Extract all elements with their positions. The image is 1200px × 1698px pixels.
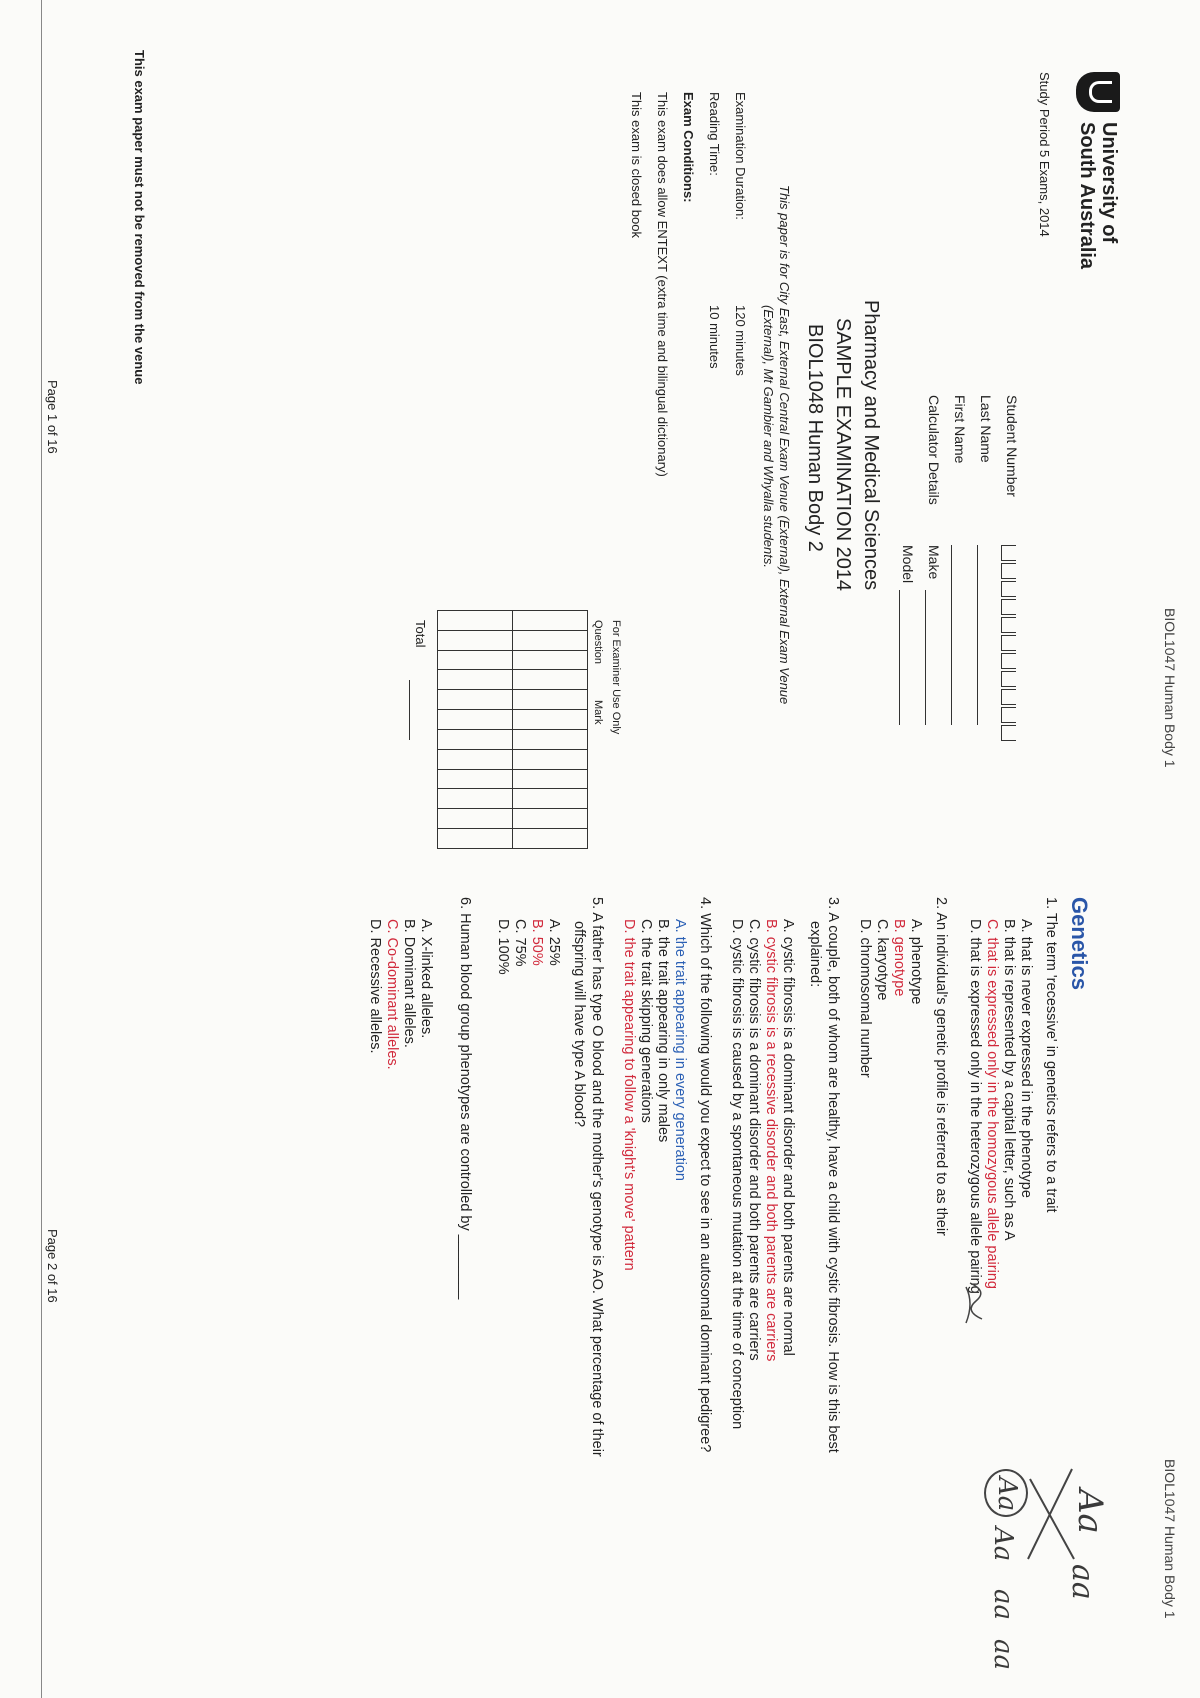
last-name-label: Last Name <box>978 395 994 463</box>
question-5-continued: offspring will have type A blood? <box>571 921 587 1128</box>
student-number-label: Student Number <box>1004 395 1020 497</box>
total-label: Total <box>413 620 428 648</box>
table-cell[interactable] <box>513 829 588 849</box>
handwriting-note: Aa <box>992 1477 1022 1512</box>
table-cell[interactable] <box>438 729 513 749</box>
question-1: 1. The term 'recessive' in genetics refers to a trait <box>1043 897 1059 1213</box>
table-cell[interactable] <box>438 829 513 849</box>
handwritten-scribble <box>962 1279 992 1329</box>
handwritten-cross <box>1020 1459 1080 1579</box>
make-field[interactable] <box>925 590 926 725</box>
first-name-field[interactable] <box>951 545 952 725</box>
table-cell[interactable] <box>438 789 513 809</box>
question-5: 5. A father has type O blood and the mother's genotype is AO. What percentage of their <box>589 897 605 1457</box>
duration-label: Examination Duration: <box>733 92 748 220</box>
q5-option-b[interactable]: B. 50% <box>529 919 545 966</box>
q3-option-c[interactable]: C. cystic fibrosis is a dominant disorder and both parents are carriers <box>746 919 762 1361</box>
university-name-line1: University of <box>1098 122 1120 244</box>
table-cell[interactable] <box>438 769 513 789</box>
question-column-header: Question <box>592 620 604 665</box>
scan-margin-line <box>41 0 42 1698</box>
q4-option-a[interactable]: A. the trait appearing in every generation <box>672 919 688 1181</box>
condition-closed-book: This exam is closed book <box>629 92 644 238</box>
q2-option-b[interactable]: B. genotype <box>891 919 907 997</box>
question-3: 3. A couple, both of whom are healthy, have a child with cystic fibrosis. How is this best <box>825 897 841 1453</box>
table-cell[interactable] <box>438 650 513 670</box>
handwriting-note: aa <box>988 1639 1018 1671</box>
table-cell[interactable] <box>438 809 513 829</box>
university-name-line2: South Australia <box>1076 122 1098 270</box>
handwriting-note: Aa <box>1070 1489 1110 1534</box>
q6-option-c[interactable]: C. Co-dominant alleles. <box>384 919 400 1070</box>
conditions-label: Exam Conditions: <box>681 92 696 203</box>
table-cell[interactable] <box>513 690 588 710</box>
q1-option-d[interactable]: D. that is expressed only in the heterozygous allele pairing <box>967 919 983 1294</box>
q6-option-b[interactable]: B. Dominant alleles. <box>401 919 417 1048</box>
reading-time-label: Reading Time: <box>707 92 722 176</box>
q4-option-d[interactable]: D. the trait appearing to follow a 'knight's move' pattern <box>621 919 637 1271</box>
section-title: Genetics <box>1067 897 1092 990</box>
table-cell[interactable] <box>513 729 588 749</box>
question-6: 6. Human blood group phenotypes are controlled by ________ <box>457 897 473 1300</box>
page1-footer: Page 1 of 16 <box>45 380 60 454</box>
model-label: Model <box>900 545 916 584</box>
model-field[interactable] <box>899 590 900 725</box>
exam-title: SAMPLE EXAMINATION 2014 <box>832 318 854 592</box>
venue-note-line2: (External), Mt Gambier and Whyalla students. <box>761 305 776 568</box>
table-cell[interactable] <box>513 749 588 769</box>
q6-option-d[interactable]: D. Recessive alleles. <box>367 919 383 1054</box>
table-cell[interactable] <box>438 670 513 690</box>
condition-entext: This exam does allow ENTEXT (extra time and bilingual dictionary) <box>655 92 670 477</box>
q6-option-a[interactable]: A. X-linked alleles. <box>418 919 434 1039</box>
q3-option-b[interactable]: B. cystic fibrosis is a recessive disorder and both parents are carriers <box>763 919 779 1362</box>
student-number-boxes[interactable] <box>1001 545 1016 743</box>
table-cell[interactable] <box>513 650 588 670</box>
table-cell[interactable] <box>513 809 588 829</box>
division-title: Pharmacy and Medical Sciences <box>860 300 882 591</box>
q2-option-c[interactable]: C. karyotype <box>874 919 890 1001</box>
page2-header: BIOL1047 Human Body 1 <box>1162 1459 1178 1619</box>
q4-option-b[interactable]: B. the trait appearing in only males <box>655 919 671 1143</box>
table-cell[interactable] <box>513 630 588 650</box>
q1-option-c[interactable]: C. that is expressed only in the homozygous allele pairing <box>984 919 1000 1289</box>
reading-time-value: 10 minutes <box>707 305 722 369</box>
examiner-marks-table <box>437 610 588 849</box>
table-cell[interactable] <box>513 670 588 690</box>
question-3-continued: explained: <box>807 921 823 988</box>
first-name-label: First Name <box>952 395 968 464</box>
removal-notice: This exam paper must not be removed from the venue <box>132 50 147 385</box>
q5-option-d[interactable]: D. 100% <box>495 919 511 975</box>
question-4: 4. Which of the following would you expect to see in an autosomal dominant pedigree? <box>697 897 713 1453</box>
table-cell[interactable] <box>513 611 588 631</box>
q1-option-b[interactable]: B. that is represented by a capital letter, such as A <box>1001 919 1017 1241</box>
q2-option-d[interactable]: D. chromosomal number <box>857 919 873 1078</box>
q3-option-d[interactable]: D. cystic fibrosis is caused by a spontaneous mutation at the time of conception <box>729 919 745 1430</box>
total-field[interactable] <box>409 680 410 740</box>
q5-option-a[interactable]: A. 25% <box>546 919 562 966</box>
handwriting-note: aa <box>988 1589 1018 1621</box>
duration-value: 120 minutes <box>733 305 748 376</box>
last-name-field[interactable] <box>977 545 978 725</box>
study-period: Study Period 5 Exams, 2014 <box>1037 72 1052 237</box>
page2-footer: Page 2 of 16 <box>45 1229 60 1303</box>
handwriting-note: Aa <box>988 1527 1018 1562</box>
table-cell[interactable] <box>438 611 513 631</box>
question-2: 2. An individual's genetic profile is referred to as their <box>933 897 949 1236</box>
table-cell[interactable] <box>438 690 513 710</box>
university-logo <box>1076 72 1120 112</box>
course-title: BIOL1048 Human Body 2 <box>804 324 826 552</box>
table-cell[interactable] <box>513 710 588 730</box>
q4-option-c[interactable]: C. the trait skipping generations <box>638 919 654 1123</box>
table-cell[interactable] <box>513 769 588 789</box>
table-cell[interactable] <box>513 789 588 809</box>
table-cell[interactable] <box>438 630 513 650</box>
q1-option-a[interactable]: A. that is never expressed in the phenotype <box>1018 919 1034 1198</box>
questions-page <box>0 849 1200 1698</box>
examiner-use-label: For Examiner Use Only <box>610 620 622 735</box>
mark-column-header: Mark <box>592 700 604 725</box>
q3-option-a[interactable]: A. cystic fibrosis is a dominant disorder and both parents are normal <box>780 919 796 1356</box>
q5-option-c[interactable]: C. 75% <box>512 919 528 967</box>
page1-header: BIOL1047 Human Body 1 <box>1162 608 1178 768</box>
venue-note-line1: This paper is for City East, External Central Exam Venue (External), External Exam Venue <box>777 185 792 705</box>
make-label: Make <box>926 545 942 580</box>
table-cell[interactable] <box>438 749 513 769</box>
calculator-label: Calculator Details <box>926 395 942 505</box>
q2-option-a[interactable]: A. phenotype <box>908 919 924 1005</box>
handwriting-note: aa <box>1065 1564 1100 1600</box>
table-cell[interactable] <box>438 710 513 730</box>
